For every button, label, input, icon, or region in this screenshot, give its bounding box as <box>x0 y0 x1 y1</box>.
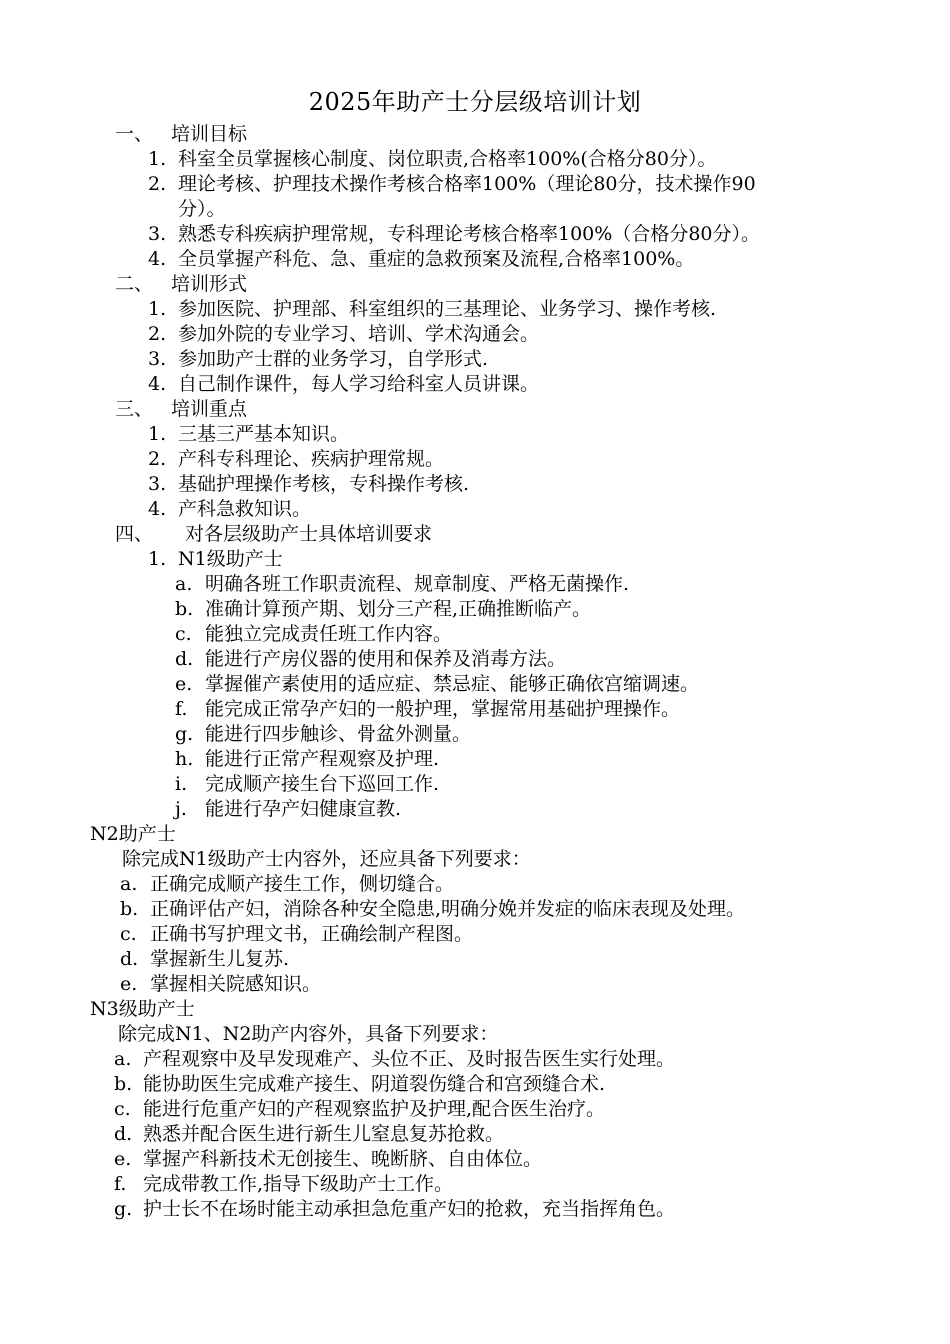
item-marker: 1. <box>148 148 167 170</box>
item-text: 产科急救知识。 <box>178 498 312 520</box>
item-text: 科室全员掌握核心制度、岗位职责,合格率100%(合格分80分）。 <box>178 148 717 170</box>
section-heading <box>115 397 247 422</box>
item-marker: 2. <box>148 173 167 195</box>
item-marker: 1. <box>148 298 167 320</box>
list-item <box>148 472 469 497</box>
list-item <box>175 797 401 822</box>
item-marker: 2. <box>148 448 167 470</box>
item-marker: a. <box>114 1048 132 1070</box>
section-number: 三、 <box>115 398 154 420</box>
item-text: 能进行危重产妇的产程观察监护及护理,配合医生治疗。 <box>143 1098 606 1120</box>
item-marker: d. <box>114 1123 133 1145</box>
item-marker: 4. <box>148 248 167 270</box>
item-marker: 1. <box>148 423 167 445</box>
section-number: 四、 <box>115 523 154 545</box>
item-text: 自己制作课件，每人学习给科室人员讲课。 <box>178 373 540 395</box>
list-item <box>148 222 760 247</box>
section-heading <box>115 272 247 297</box>
list-item <box>148 147 716 172</box>
item-marker: h. <box>175 748 194 770</box>
item-marker: c. <box>114 1098 131 1120</box>
list-item <box>114 1072 605 1097</box>
item-text: 完成顺产接生台下巡回工作. <box>205 773 440 795</box>
item-text: 能进行产房仪器的使用和保养及消毒方法。 <box>205 648 567 670</box>
list-item <box>175 622 452 647</box>
list-item-continuation <box>148 197 226 222</box>
item-marker: 3. <box>148 348 167 370</box>
item-marker: e. <box>114 1148 132 1170</box>
item-text: 基础护理操作考核，专科操作考核. <box>178 473 470 495</box>
list-item <box>114 1172 453 1197</box>
item-marker: 4. <box>148 373 167 395</box>
list-item <box>175 597 591 622</box>
item-text: 产科专科理论、疾病护理常规。 <box>178 448 445 470</box>
item-text: 掌握产科新技术无创接生、晚断脐、自由体位。 <box>143 1148 543 1170</box>
item-text: 能进行四步触诊、骨盆外测量。 <box>205 723 472 745</box>
item-marker: b. <box>114 1073 133 1095</box>
item-marker: b. <box>175 598 194 620</box>
item-text: 理论考核、护理技术操作考核合格率100%（理论80分，技术操作90 <box>178 173 756 195</box>
item-marker: a. <box>120 873 138 895</box>
item-text: 熟悉并配合医生进行新生儿窒息复苏抢救。 <box>143 1123 505 1145</box>
item-text: 掌握催产素使用的适应症、禁忌症、能够正确依宫缩调速。 <box>205 673 700 695</box>
list-item <box>175 772 439 797</box>
list-item <box>148 172 756 197</box>
section-heading <box>115 522 432 547</box>
list-item <box>175 672 699 697</box>
n2-heading: N2助产士 <box>90 823 176 845</box>
list-item <box>148 347 488 372</box>
item-marker: 3. <box>148 223 167 245</box>
item-marker: e. <box>175 673 193 695</box>
item-marker: d. <box>120 948 139 970</box>
list-item <box>148 297 716 322</box>
n3-intro: 除完成N1、N2助产内容外，具备下列要求： <box>118 1023 499 1045</box>
list-item <box>148 372 539 397</box>
item-marker: g. <box>175 723 194 745</box>
list-item <box>120 897 745 922</box>
n1-title: N1级助产士 <box>178 548 283 570</box>
item-text: 分）。 <box>178 198 226 220</box>
item-text: 掌握相关院感知识。 <box>150 973 322 995</box>
item-text: 能协助医生完成难产接生、阴道裂伤缝合和宫颈缝合术. <box>143 1073 606 1095</box>
list-item <box>148 247 694 272</box>
n2-intro: 除完成N1级助产士内容外，还应具备下列要求： <box>122 848 531 870</box>
list-item <box>120 947 289 972</box>
list-item <box>175 572 629 597</box>
list-item <box>114 1122 504 1147</box>
item-text: 正确完成顺产接生工作，侧切缝合。 <box>150 873 455 895</box>
item-text: 掌握新生儿复苏. <box>150 948 290 970</box>
list-item <box>114 1197 675 1222</box>
item-marker: b. <box>120 898 139 920</box>
section-title: 培训目标 <box>171 123 248 145</box>
item-marker: 2. <box>148 323 167 345</box>
item-text: 参加医院、护理部、科室组织的三基理论、业务学习、操作考核. <box>178 298 717 320</box>
item-text: 能进行孕产妇健康宣教. <box>205 798 402 820</box>
item-text: 参加外院的专业学习、培训、学术沟通会。 <box>178 323 540 345</box>
item-marker: 3. <box>148 473 167 495</box>
section-number: 一、 <box>115 123 154 145</box>
item-marker: c. <box>175 623 192 645</box>
item-text: 正确评估产妇，消除各种安全隐患,明确分娩并发症的临床表现及处理。 <box>150 898 746 920</box>
list-item <box>114 1097 605 1122</box>
item-text: 能完成正常孕产妇的一般护理，掌握常用基础护理操作。 <box>205 698 681 720</box>
item-text: 产程观察中及早发现难产、头位不正、及时报告医生实行处理。 <box>143 1048 676 1070</box>
section-heading <box>115 122 247 147</box>
item-text: 护士长不在场时能主动承担急危重产妇的抢救，充当指挥角色。 <box>143 1198 676 1220</box>
list-item <box>120 922 473 947</box>
item-text: 明确各班工作职责流程、规章制度、严格无菌操作. <box>205 573 630 595</box>
section-number: 二、 <box>115 273 154 295</box>
item-marker: f. <box>175 698 188 720</box>
item-marker: 4. <box>148 498 167 520</box>
item-marker: d. <box>175 648 194 670</box>
n3-heading: N3级助产士 <box>90 998 195 1020</box>
item-text: 熟悉专科疾病护理常规，专科理论考核合格率100%（合格分80分）。 <box>178 223 760 245</box>
item-text: 参加助产士群的业务学习，自学形式. <box>178 348 489 370</box>
list-item <box>148 422 349 447</box>
item-text: 全员掌握产科危、急、重症的急救预案及流程,合格率100%。 <box>178 248 695 270</box>
item-text: 准确计算预产期、划分三产程,正确推断临产。 <box>205 598 592 620</box>
item-marker: i. <box>175 773 188 795</box>
list-item <box>120 972 321 997</box>
list-item <box>114 1147 542 1172</box>
item-marker: g. <box>114 1198 133 1220</box>
section-title: 培训重点 <box>171 398 248 420</box>
item-marker: e. <box>120 973 138 995</box>
list-item <box>114 1047 675 1072</box>
item-text: 完成带教工作,指导下级助产士工作。 <box>143 1173 454 1195</box>
list-item <box>120 872 454 897</box>
item-text: 正确书写护理文书，正确绘制产程图。 <box>150 923 474 945</box>
item-marker: c. <box>120 923 137 945</box>
item-marker: a. <box>175 573 193 595</box>
list-item <box>148 447 444 472</box>
list-item <box>175 697 680 722</box>
section-title: 培训形式 <box>171 273 248 295</box>
item-marker: 1. <box>148 548 167 570</box>
item-text: 能独立完成责任班工作内容。 <box>205 623 453 645</box>
list-item <box>175 747 439 772</box>
document-title: 2025年助产士分层级培训计划 <box>308 88 642 116</box>
list-item <box>175 722 471 747</box>
item-marker: j. <box>175 798 187 820</box>
list-item <box>148 497 311 522</box>
list-item <box>175 647 566 672</box>
list-item <box>148 322 539 347</box>
item-marker: f. <box>114 1173 127 1195</box>
item-text: 三基三严基本知识。 <box>178 423 350 445</box>
section-title: 对各层级助产士具体培训要求 <box>185 523 433 545</box>
item-text: 能进行正常产程观察及护理. <box>205 748 440 770</box>
n1-heading <box>148 547 283 572</box>
